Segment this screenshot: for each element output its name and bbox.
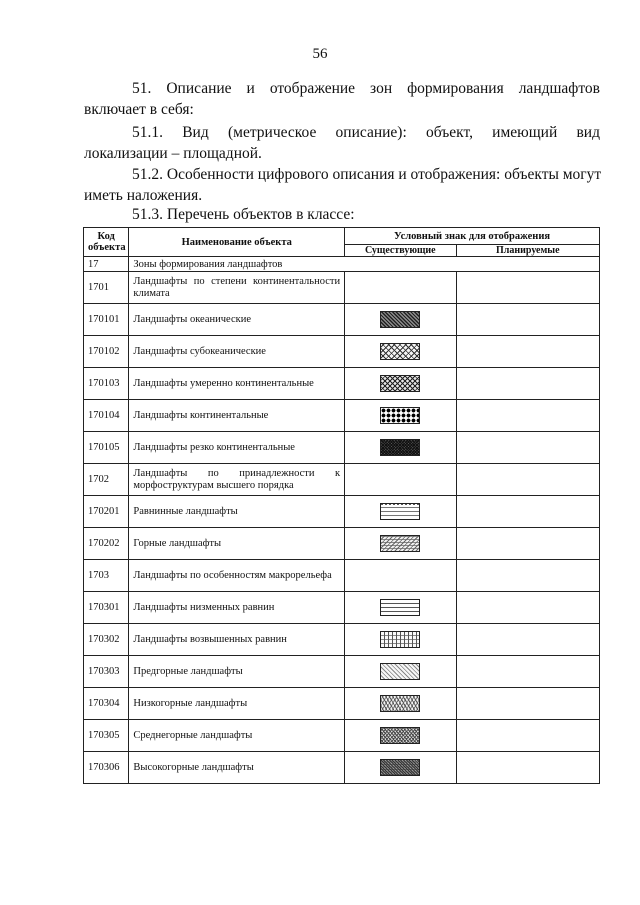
high-mountain-pattern-swatch bbox=[380, 759, 420, 776]
paragraph-51-2-line2: иметь наложения. bbox=[84, 187, 203, 204]
object-code: 170304 bbox=[84, 688, 129, 720]
existing-symbol-cell bbox=[345, 752, 456, 784]
planned-symbol-cell bbox=[456, 528, 599, 560]
object-name: Ландшафты по принадлежности к морфоструктурам высшего порядка bbox=[129, 464, 345, 496]
page-number: 56 bbox=[312, 46, 328, 62]
existing-symbol-cell bbox=[345, 432, 456, 464]
existing-symbol-cell bbox=[345, 400, 456, 432]
existing-symbol-cell bbox=[345, 496, 456, 528]
moderate-continental-pattern-swatch bbox=[380, 375, 420, 392]
header-name: Наименование объекта bbox=[129, 228, 345, 257]
object-code: 1703 bbox=[84, 560, 129, 592]
object-code: 170301 bbox=[84, 592, 129, 624]
paragraph-51-line2: включает в себя: bbox=[84, 101, 194, 118]
object-code: 170101 bbox=[84, 304, 129, 336]
object-name: Равнинные ландшафты bbox=[129, 496, 345, 528]
planned-symbol-cell bbox=[456, 304, 599, 336]
paragraph-51-2-line1: 51.2. Особенности цифрового описания и отображения: объекты могут bbox=[132, 166, 602, 183]
paragraph-51 bbox=[84, 78, 600, 120]
object-name: Ландшафты по особенностям макрорельефа bbox=[129, 560, 345, 592]
continental-pattern-swatch bbox=[380, 407, 420, 424]
object-code: 170305 bbox=[84, 720, 129, 752]
planned-symbol-cell bbox=[456, 368, 599, 400]
object-name: Ландшафты континентальные bbox=[129, 400, 345, 432]
planned-symbol-cell bbox=[456, 624, 599, 656]
class-row bbox=[84, 257, 600, 272]
planned-symbol-cell bbox=[456, 720, 599, 752]
paragraph-51-line1: 51. Описание и отображение зон формирования ландшафтов bbox=[132, 80, 600, 97]
planned-symbol-cell bbox=[456, 656, 599, 688]
object-code: 170102 bbox=[84, 336, 129, 368]
existing-symbol-cell bbox=[345, 368, 456, 400]
table-row bbox=[84, 656, 600, 688]
mid-mountain-pattern-swatch bbox=[380, 727, 420, 744]
table-row bbox=[84, 432, 600, 464]
table-row bbox=[84, 688, 600, 720]
table-row bbox=[84, 528, 600, 560]
object-name: Ландшафты возвышенных равнин bbox=[129, 624, 345, 656]
mountain-pattern-swatch bbox=[380, 535, 420, 552]
object-code: 170303 bbox=[84, 656, 129, 688]
header-planned: Планируемые bbox=[456, 245, 599, 257]
existing-symbol-cell bbox=[345, 688, 456, 720]
object-name: Ландшафты океанические bbox=[129, 304, 345, 336]
existing-symbol-cell bbox=[345, 304, 456, 336]
header-code: Код объекта bbox=[84, 228, 129, 257]
object-code: 170202 bbox=[84, 528, 129, 560]
header-symbol: Условный знак для отображения bbox=[345, 228, 600, 245]
table-row bbox=[84, 592, 600, 624]
plain-pattern-swatch bbox=[380, 503, 420, 520]
foothill-pattern-swatch bbox=[380, 663, 420, 680]
object-name: Среднегорные ландшафты bbox=[129, 720, 345, 752]
existing-symbol-cell bbox=[345, 624, 456, 656]
object-code: 170105 bbox=[84, 432, 129, 464]
object-code: 170104 bbox=[84, 400, 129, 432]
table-row bbox=[84, 368, 600, 400]
table-row bbox=[84, 336, 600, 368]
lowland-plain-pattern-swatch bbox=[380, 599, 420, 616]
table-row bbox=[84, 400, 600, 432]
existing-symbol-cell bbox=[345, 592, 456, 624]
header-existing: Существующие bbox=[345, 245, 456, 257]
paragraph-51-3: 51.3. Перечень объектов в классе: bbox=[132, 206, 355, 223]
planned-symbol-cell bbox=[456, 272, 599, 304]
existing-symbol-cell bbox=[345, 464, 456, 496]
object-name: Высокогорные ландшафты bbox=[129, 752, 345, 784]
planned-symbol-cell bbox=[456, 560, 599, 592]
table-row bbox=[84, 272, 600, 304]
planned-symbol-cell bbox=[456, 688, 599, 720]
table-body bbox=[84, 257, 600, 784]
object-name: Ландшафты резко континентальные bbox=[129, 432, 345, 464]
paragraph-51-1-line1: 51.1. Вид (метрическое описание): объект, имеющий вид bbox=[132, 124, 600, 141]
suboceanic-pattern-swatch bbox=[380, 343, 420, 360]
planned-symbol-cell bbox=[456, 464, 599, 496]
object-code: 1701 bbox=[84, 272, 129, 304]
elevated-plain-pattern-swatch bbox=[380, 631, 420, 648]
object-name: Горные ландшафты bbox=[129, 528, 345, 560]
object-name: Предгорные ландшафты bbox=[129, 656, 345, 688]
object-name: Ландшафты субокеанические bbox=[129, 336, 345, 368]
paragraph-51-2 bbox=[84, 164, 600, 206]
class-name: Зоны формирования ландшафтов bbox=[129, 257, 600, 272]
existing-symbol-cell bbox=[345, 560, 456, 592]
object-name: Ландшафты умеренно континентальные bbox=[129, 368, 345, 400]
table-row bbox=[84, 720, 600, 752]
class-code: 17 bbox=[84, 257, 129, 272]
planned-symbol-cell bbox=[456, 336, 599, 368]
table-row bbox=[84, 304, 600, 336]
existing-symbol-cell bbox=[345, 720, 456, 752]
object-code: 170306 bbox=[84, 752, 129, 784]
object-code: 1702 bbox=[84, 464, 129, 496]
existing-symbol-cell bbox=[345, 656, 456, 688]
table-row bbox=[84, 496, 600, 528]
object-name: Низкогорные ландшафты bbox=[129, 688, 345, 720]
oceanic-pattern-swatch bbox=[380, 311, 420, 328]
object-code: 170103 bbox=[84, 368, 129, 400]
planned-symbol-cell bbox=[456, 752, 599, 784]
planned-symbol-cell bbox=[456, 432, 599, 464]
object-name: Ландшафты низменных равнин bbox=[129, 592, 345, 624]
table-row bbox=[84, 560, 600, 592]
existing-symbol-cell bbox=[345, 528, 456, 560]
table-row bbox=[84, 624, 600, 656]
existing-symbol-cell bbox=[345, 272, 456, 304]
table-row bbox=[84, 464, 600, 496]
table-header-row bbox=[84, 228, 600, 245]
paragraph-51-1 bbox=[84, 122, 600, 164]
objects-table bbox=[83, 227, 600, 784]
low-mountain-pattern-swatch bbox=[380, 695, 420, 712]
sharp-continental-pattern-swatch bbox=[380, 439, 420, 456]
paragraph-51-1-line2: локализации – площадной. bbox=[84, 145, 262, 162]
planned-symbol-cell bbox=[456, 496, 599, 528]
existing-symbol-cell bbox=[345, 336, 456, 368]
object-code: 170302 bbox=[84, 624, 129, 656]
object-code: 170201 bbox=[84, 496, 129, 528]
planned-symbol-cell bbox=[456, 400, 599, 432]
table-row bbox=[84, 752, 600, 784]
object-name: Ландшафты по степени континентальности климата bbox=[129, 272, 345, 304]
planned-symbol-cell bbox=[456, 592, 599, 624]
